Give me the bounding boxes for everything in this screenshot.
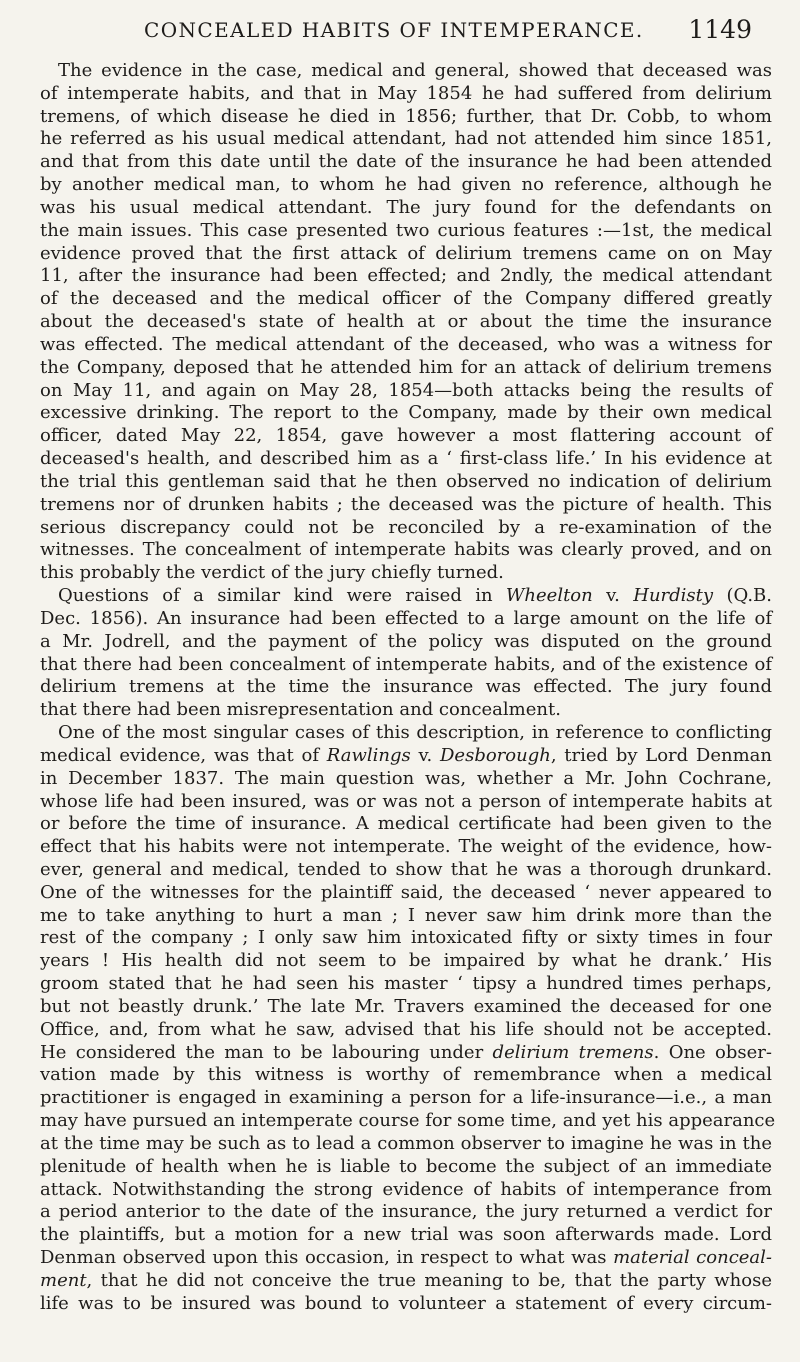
text-line — [40, 791, 772, 814]
text-line — [40, 768, 772, 791]
line-text: the plaintiffs, but a motion for a new trial was soon afterwards made. Lord — [40, 1224, 772, 1246]
italic-text: Wheelton — [505, 585, 593, 607]
line-text: serious discrepancy could not be reconciled by a re-examination of the — [40, 516, 772, 538]
line-text: effect that his habits were not intemperate. The weight of the evidence, how- — [40, 836, 772, 858]
text-line — [40, 83, 772, 106]
text-line — [40, 1247, 772, 1270]
text-line — [40, 585, 772, 608]
line-text: One of the most singular cases of this description, in reference to conflicting — [58, 722, 772, 744]
text-line — [40, 722, 772, 745]
italic-text: ment — [40, 1269, 87, 1291]
line-text: life was to be insured was bound to volunteer a statement of every circum- — [40, 1292, 772, 1314]
paragraph-indent — [40, 722, 58, 743]
line-text: excessive drinking. The report to the Company, made by their own medical — [40, 402, 772, 424]
line-text: by another medical man, to whom he had given no reference, although he — [40, 174, 772, 196]
italic-text: material conceal- — [613, 1247, 772, 1269]
text-line — [40, 905, 772, 928]
text-line — [40, 174, 772, 197]
text-line — [40, 882, 772, 905]
line-text: plenitude of health when he is liable to become the subject of an immediate — [40, 1155, 772, 1177]
page-number: 1149 — [688, 15, 752, 44]
line-text: evidence proved that the first attack of delirium tremens came on on May — [40, 242, 772, 264]
text-line — [40, 1110, 776, 1133]
text-line — [40, 380, 772, 403]
line-text: , that he did not conceive the true meaning to be, that the party whose — [86, 1269, 772, 1291]
text-line — [40, 288, 772, 311]
running-head — [40, 10, 752, 50]
line-text: tremens, of which disease he died in 1856; further, that Dr. Cobb, to whom — [40, 105, 772, 127]
line-text: practitioner is engaged in examining a person for a life-insurance—i.e., a man — [40, 1087, 772, 1109]
text-line — [40, 1224, 772, 1247]
text-line — [40, 1042, 772, 1065]
line-text: v. — [410, 744, 440, 766]
line-text: at the time may be such as to lead a common observer to imagine he was in the — [40, 1132, 772, 1154]
line-text: , tried by Lord Denman — [550, 744, 772, 766]
text-line — [40, 243, 772, 266]
text-line — [40, 608, 772, 631]
line-text: he referred as his usual medical attendant, had not attended him since 1851, — [40, 128, 772, 150]
text-line — [40, 1179, 772, 1202]
italic-text: Rawlings — [326, 744, 411, 766]
text-line — [40, 1064, 772, 1087]
text-line — [40, 1087, 772, 1110]
text-line — [40, 311, 772, 334]
text-line — [40, 1201, 772, 1224]
line-text: a Mr. Jodrell, and the payment of the policy was disputed on the ground — [40, 630, 772, 652]
line-text: v. — [592, 585, 634, 607]
italic-text: Desborough — [440, 744, 551, 766]
text-line — [40, 265, 772, 288]
line-text: the Company, deposed that he attended him for an attack of delirium tremens — [40, 356, 772, 378]
text-line — [40, 1133, 772, 1156]
text-line — [40, 950, 772, 973]
text-line — [40, 631, 772, 654]
line-text: One of the witnesses for the plaintiff said, the deceased ‘ never appeared to — [40, 881, 772, 903]
text-line — [40, 973, 772, 996]
line-text: tremens nor of drunken habits ; the deceased was the picture of health. This — [40, 493, 772, 515]
line-text: was effected. The medical attendant of the deceased, who was a witness for — [40, 333, 772, 355]
line-text: ever, general and medical, tended to show that he was a thorough drunkard. — [40, 858, 772, 880]
paragraph-indent — [40, 60, 58, 81]
line-text: whose life had been insured, was or was not a person of intemperate habits at — [40, 790, 772, 812]
text-line — [40, 334, 772, 357]
text-line — [40, 539, 772, 562]
line-text: groom stated that he had seen his master ‘ tipsy a hundred times perhaps, — [40, 973, 772, 995]
text-line — [40, 448, 772, 471]
line-text: the trial this gentleman said that he then observed no indication of delirium — [40, 470, 772, 492]
line-text: deceased's health, and described him as a ‘ first-class life.’ In his evidence at — [40, 448, 772, 470]
running-title: CONCEALED HABITS OF INTEMPERANCE. — [144, 18, 644, 42]
text-line — [40, 425, 772, 448]
text-line — [40, 654, 772, 677]
line-text: may have pursued an intemperate course for some time, and yet his appearance — [40, 1110, 776, 1132]
text-line — [40, 357, 772, 380]
text-line — [40, 60, 772, 83]
line-text: the main issues. This case presented two curious features :—1st, the medical — [40, 219, 772, 241]
line-text: this probably the verdict of the jury chiefly turned. — [40, 562, 504, 584]
text-line — [40, 996, 772, 1019]
line-text: Office, and, from what he saw, advised that his life should not be accepted. — [40, 1018, 772, 1040]
line-text: The evidence in the case, medical and general, showed that deceased was — [58, 60, 772, 81]
line-text: but not beastly drunk.’ The late Mr. Travers examined the deceased for one — [40, 995, 772, 1017]
line-text: delirium tremens at the time the insurance was effected. The jury found — [40, 676, 772, 698]
text-line — [40, 745, 772, 768]
line-text: Denman observed upon this occasion, in respect to what was — [40, 1247, 614, 1269]
text-line — [40, 128, 772, 151]
body-text — [40, 60, 776, 1316]
text-line — [40, 1156, 772, 1179]
line-text: (Q.B. — [713, 585, 772, 607]
text-line — [40, 927, 772, 950]
italic-text: delirium tremens — [492, 1041, 654, 1063]
text-line — [40, 813, 772, 836]
line-text: 11, after the insurance had been effected; and 2ndly, the medical attendant — [40, 265, 772, 287]
line-text: of intemperate habits, and that in May 1854 he had suffered from delirium — [40, 82, 772, 104]
line-text: witnesses. The concealment of intemperate habits was clearly proved, and on — [40, 539, 772, 561]
line-text: that there had been concealment of intemperate habits, and of the existence of — [40, 653, 772, 675]
line-text: . One obser- — [653, 1041, 772, 1063]
text-line — [40, 562, 772, 585]
line-text: of the deceased and the medical officer of the Company differed greatly — [40, 288, 772, 310]
line-text: vation made by this witness is worthy of remembrance when a medical — [40, 1064, 772, 1086]
line-text: that there had been misrepresentation and concealment. — [40, 699, 561, 721]
line-text: a period anterior to the date of the insurance, the jury returned a verdict for — [40, 1201, 772, 1223]
text-line — [40, 197, 772, 220]
line-text: Dec. 1856). An insurance had been effected to a large amount on the life of — [40, 607, 772, 629]
text-line — [40, 699, 772, 722]
line-text: medical evidence, was that of — [40, 744, 327, 766]
text-line — [40, 471, 772, 494]
text-line — [40, 517, 772, 540]
line-text: on May 11, and again on May 28, 1854—both attacks being the results of — [40, 379, 772, 401]
line-text: or before the time of insurance. A medical certificate had been given to the — [40, 813, 772, 835]
line-text: He considered the man to be labouring under — [40, 1041, 493, 1063]
text-line — [40, 836, 772, 859]
line-text: attack. Notwithstanding the strong evidence of habits of intemperance from — [40, 1178, 772, 1200]
line-text: about the deceased's state of health at or about the time the insurance — [40, 311, 772, 333]
line-text: years ! His health did not seem to be impaired by what he drank.’ His — [40, 950, 772, 972]
text-line — [40, 859, 772, 882]
text-line — [40, 1019, 772, 1042]
text-line — [40, 676, 772, 699]
line-text: me to take anything to hurt a man ; I never saw him drink more than the — [40, 904, 772, 926]
line-text: in December 1837. The main question was, whether a Mr. John Cochrane, — [40, 767, 772, 789]
text-line — [40, 220, 772, 243]
text-line — [40, 1270, 772, 1293]
line-text: rest of the company ; I only saw him intoxicated fifty or sixty times in four — [40, 927, 772, 949]
text-line — [40, 151, 772, 174]
paragraph-indent — [40, 585, 58, 606]
italic-text: Hurdisty — [633, 585, 714, 607]
text-line — [40, 494, 772, 517]
text-line — [40, 402, 772, 425]
line-text: and that from this date until the date of the insurance he had been attended — [40, 151, 772, 173]
line-text: was his usual medical attendant. The jury found for the defendants on — [40, 196, 772, 218]
text-line — [40, 1293, 772, 1316]
text-line — [40, 106, 772, 129]
line-text: Questions of a similar kind were raised in — [58, 585, 506, 607]
line-text: officer, dated May 22, 1854, gave however a most flattering account of — [40, 425, 772, 447]
